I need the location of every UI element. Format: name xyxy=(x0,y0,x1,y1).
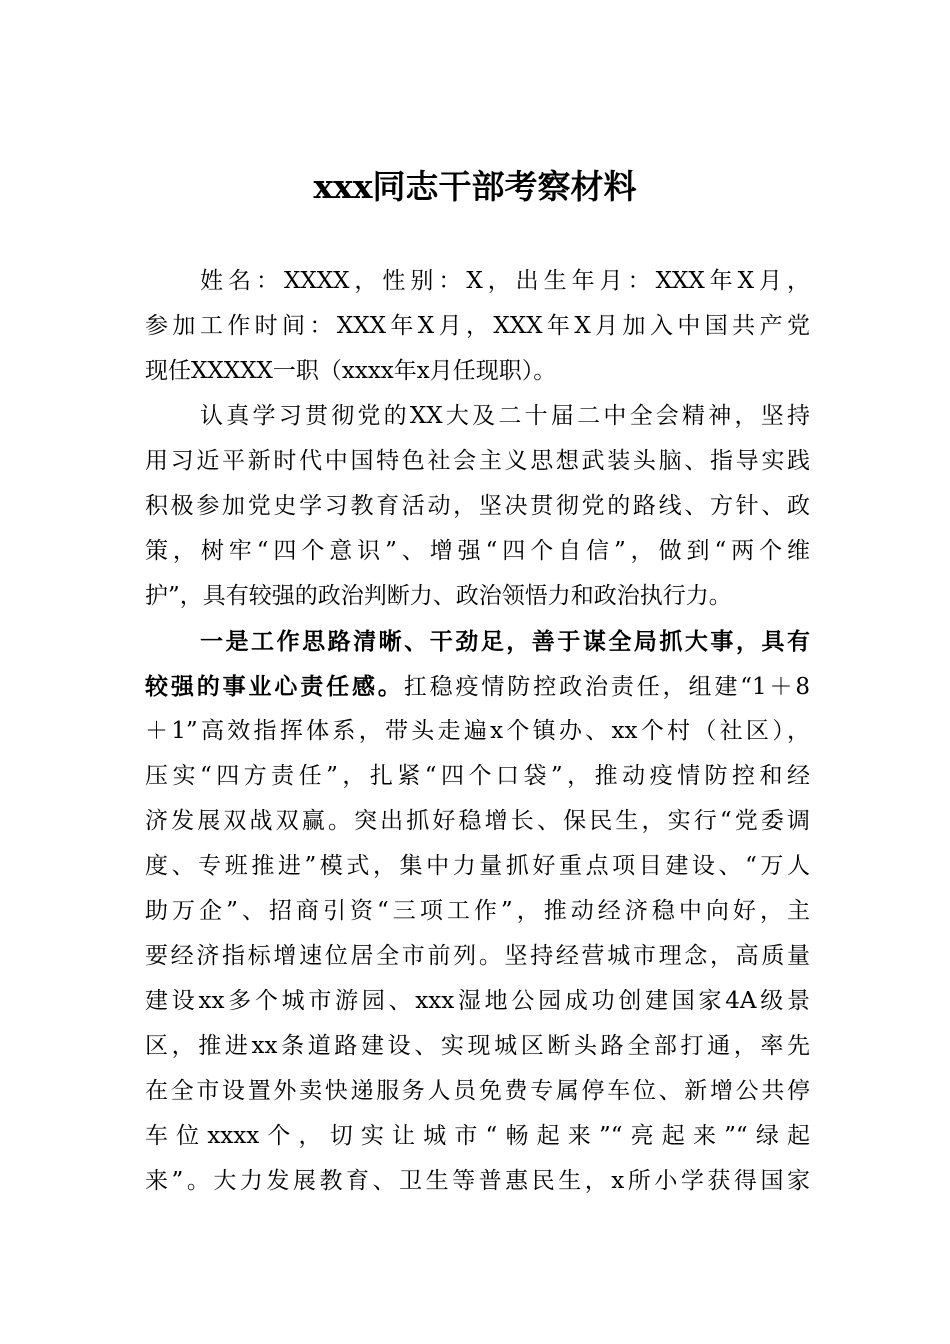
text-line: 认真学习贯彻党的XX大及二十届二中全会精神，坚持 xyxy=(200,403,810,429)
text-line: 来”。大力发展教育、卫生等普惠民生，x所小学获得国家 xyxy=(145,1168,810,1194)
text-line: 护”，具有较强的政治判断力、政治领悟力和政治执行力。 xyxy=(145,583,732,609)
text-line: 济发展双战双赢。突出抓好稳增长、保民生，实行“党委调 xyxy=(145,808,810,834)
section-heading: 一是工作思路清晰、干劲足，善于谋全局抓大事，具有 xyxy=(200,628,810,655)
text-line: 用习近平新时代中国特色社会主义思想武装头脑、指导实践 xyxy=(145,448,810,474)
text-line: 区，推进xx条道路建设、实现城区断头路全部打通，率先 xyxy=(145,1033,810,1059)
text-line: 压实“四方责任”，扎紧“四个口袋”，推动疫情防控和经 xyxy=(145,763,810,789)
section-heading-continued: 较强的事业心责任感。 xyxy=(145,673,404,700)
text-line: 策，树牢“四个意识”、增强“四个自信”，做到“两个维 xyxy=(145,538,810,564)
text-line: 在全市设置外卖快递服务人员免费专属停车位、新增公共停 xyxy=(145,1078,810,1104)
text-line: 要经济指标增速位居全市前列。坚持经营城市理念，高质量 xyxy=(145,943,810,969)
text-line xyxy=(145,664,810,709)
text-line: 建设xx多个城市游园、xxx湿地公园成功创建国家4A级景 xyxy=(145,988,810,1014)
text-line: 助万企”、招商引资“三项工作”，推动经济稳中向好，主 xyxy=(145,898,810,924)
paragraph-basic-info xyxy=(145,259,810,394)
paragraph-work-performance xyxy=(145,619,810,1204)
document-body xyxy=(145,259,810,1204)
text-line: 积极参加党史学习教育活动，坚决贯彻党的路线、方针、政 xyxy=(145,493,810,519)
text-line: 现任XXXXX一职（xxxx年x月任现职）。 xyxy=(145,358,557,384)
text-line: ＋1”高效指挥体系，带头走遍x个镇办、xx个村（社区）， xyxy=(145,718,810,744)
document-title: xxx同志干部考察材料 xyxy=(313,167,637,206)
paragraph-political-study xyxy=(145,394,810,619)
text-line: 车位xxxx个，切实让城市“畅起来”“亮起来”“绿起 xyxy=(145,1123,810,1149)
text-segment: 扛稳疫情防控政治责任，组建“1＋8 xyxy=(403,674,810,700)
text-line: 姓名：XXXX，性别：X，出生年月：XXX年X月， xyxy=(200,268,810,294)
text-line: 度、专班推进”模式，集中力量抓好重点项目建设、“万人 xyxy=(145,853,810,879)
text-line: 参加工作时间：XXX年X月，XXX年X月加入中国共产党 xyxy=(145,313,810,339)
